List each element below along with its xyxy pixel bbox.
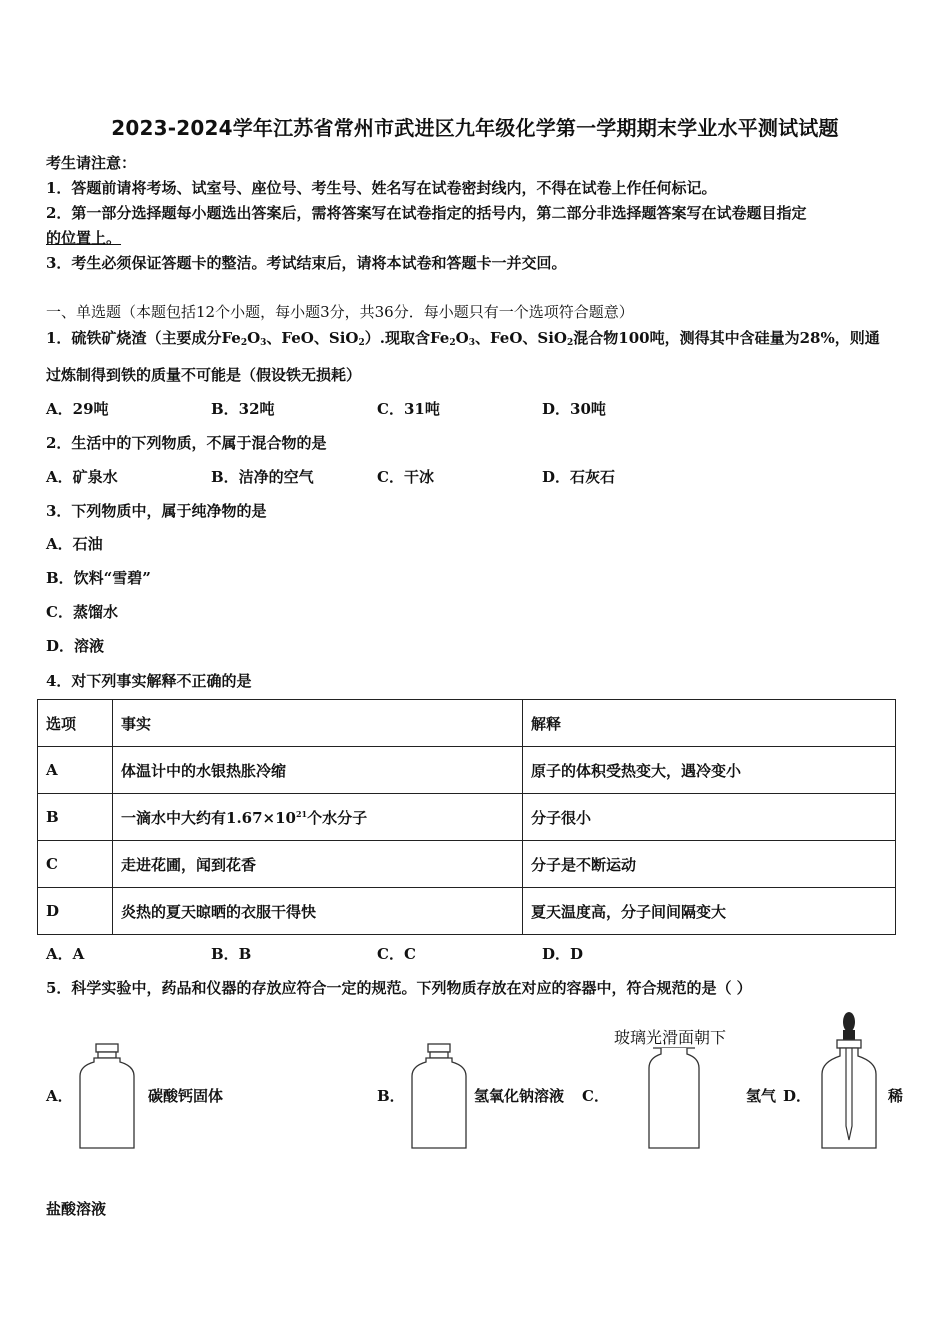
question-4-option-c[interactable]: C．C (377, 945, 416, 963)
question-1-option-b[interactable]: B．32吨 (211, 400, 275, 418)
table-cell-option: A (38, 747, 113, 794)
question-5-option-a-text: 碳酸钙固体 (148, 1087, 224, 1105)
question-5-stem: 5．科学实验中，药品和仪器的存放应符合一定的规范。下列物质存放在对应的容器中，符合规范的是（ ） (46, 979, 752, 997)
question-1-option-a[interactable]: A．29吨 (46, 400, 109, 418)
question-4-option-a[interactable]: A．A (46, 945, 85, 963)
question-4-stem: 4．对下列事实解释不正确的是 (46, 672, 252, 690)
question-2-option-b[interactable]: B．洁净的空气 (211, 468, 314, 486)
table-cell-fact: 体温计中的水银热胀冷缩 (113, 747, 523, 794)
question-2-option-c[interactable]: C．干冰 (377, 468, 434, 486)
table-header-cell: 解释 (523, 700, 896, 747)
question-5-option-c-note: 玻璃光滑面朝下 (614, 1028, 727, 1047)
table-cell-explanation: 分子是不断运动 (523, 841, 896, 888)
question-4-option-d[interactable]: D．D (542, 945, 584, 963)
table-row (38, 747, 896, 794)
notice-item-2: 2．第一部分选择题每小题选出答案后，需将答案写在试卷指定的括号内，第二部分非选择题答案写在试卷题目指定 (46, 204, 807, 222)
question-5-option-d-text-end: 盐酸溶液 (46, 1200, 107, 1218)
table-cell-fact: 一滴水中大约有$1.67\times 10^{21}$个水分子 (113, 794, 523, 841)
question-5-option-b-label[interactable]: B． (377, 1087, 405, 1105)
question-5-option-c-label[interactable]: C． (582, 1087, 609, 1105)
question-1-option-c[interactable]: C．31吨 (377, 400, 440, 418)
question-3-option-a[interactable]: A．石油 (46, 535, 103, 553)
table-header-cell: 选项 (38, 700, 113, 747)
table-cell-option: B (38, 794, 113, 841)
question-5-option-d-text-start: 稀 (888, 1087, 904, 1105)
table-cell-explanation: 原子的体积受热变大，遇冷变小 (523, 747, 896, 794)
table-cell-fact: 炎热的夏天晾晒的衣服干得快 (113, 888, 523, 935)
question-2-option-a[interactable]: A．矿泉水 (46, 468, 118, 486)
question-1-stem-cont: 过炼制得到铁的质量不可能是（假设铁无损耗） (46, 366, 362, 384)
question-3-option-d[interactable]: D．溶液 (46, 637, 105, 655)
question-2-option-d[interactable]: D．石灰石 (542, 468, 616, 486)
table-cell-option: D (38, 888, 113, 935)
question-4-table (37, 699, 896, 935)
question-5-option-a-label[interactable]: A． (46, 1087, 73, 1105)
question-3-option-c[interactable]: C．蒸馏水 (46, 603, 118, 621)
notice-item-2-cont: 的位置上。 (46, 229, 122, 247)
section-heading: 一、单选题（本题包括12个小题，每小题3分，共36分．每小题只有一个选项符合题意） (46, 303, 634, 321)
question-4-option-b[interactable]: B．B (211, 945, 252, 963)
glass-stopper-bottle-icon (408, 1042, 470, 1152)
notice-item-1: 1．答题前请将考场、试室号、座位号、考生号、姓名写在试卷密封线内，不得在试卷上作任何标记。 (46, 179, 717, 197)
table-row (38, 794, 896, 841)
table-cell-option: C (38, 841, 113, 888)
table-cell-explanation: 分子很小 (523, 794, 896, 841)
page-title: 2023-2024学年江苏省常州市武进区九年级化学第一学期期末学业水平测试试题 (111, 116, 839, 140)
question-1-stem: 1．硫铁矿烧渣（主要成分$Fe_2O_3$、FeO、SiO$_2$）.现取含$Fe_2O_3$、FeO、SiO$_2$混合物100吨，测得其中含硅量为28%，则通 (46, 329, 880, 348)
table-cell-fact: 走进花圃，闻到花香 (113, 841, 523, 888)
dropper-bottle-icon (818, 1008, 880, 1154)
notice-heading: 考生请注意： (46, 154, 137, 172)
table-cell-explanation: 夏天温度高，分子间间隔变大 (523, 888, 896, 935)
notice-item-3: 3．考生必须保证答题卡的整洁。考试结束后，请将本试卷和答题卡一并交回。 (46, 254, 567, 272)
gas-collecting-bottle-icon (643, 1046, 705, 1152)
table-row (38, 841, 896, 888)
question-2-stem: 2．生活中的下列物质，不属于混合物的是 (46, 434, 327, 452)
question-5-option-c-text: 氢气 (746, 1087, 777, 1105)
question-5-option-d-label[interactable]: D． (783, 1087, 812, 1105)
question-3-stem: 3．下列物质中，属于纯净物的是 (46, 502, 267, 520)
question-5-option-b-text: 氢氧化钠溶液 (474, 1087, 565, 1105)
table-header-row (38, 700, 896, 747)
question-1-option-d[interactable]: D．30吨 (542, 400, 606, 418)
table-header-cell: 事实 (113, 700, 523, 747)
question-3-option-b[interactable]: B．饮料“雪碧” (46, 569, 151, 587)
table-row (38, 888, 896, 935)
wide-mouth-bottle-icon (76, 1042, 138, 1152)
